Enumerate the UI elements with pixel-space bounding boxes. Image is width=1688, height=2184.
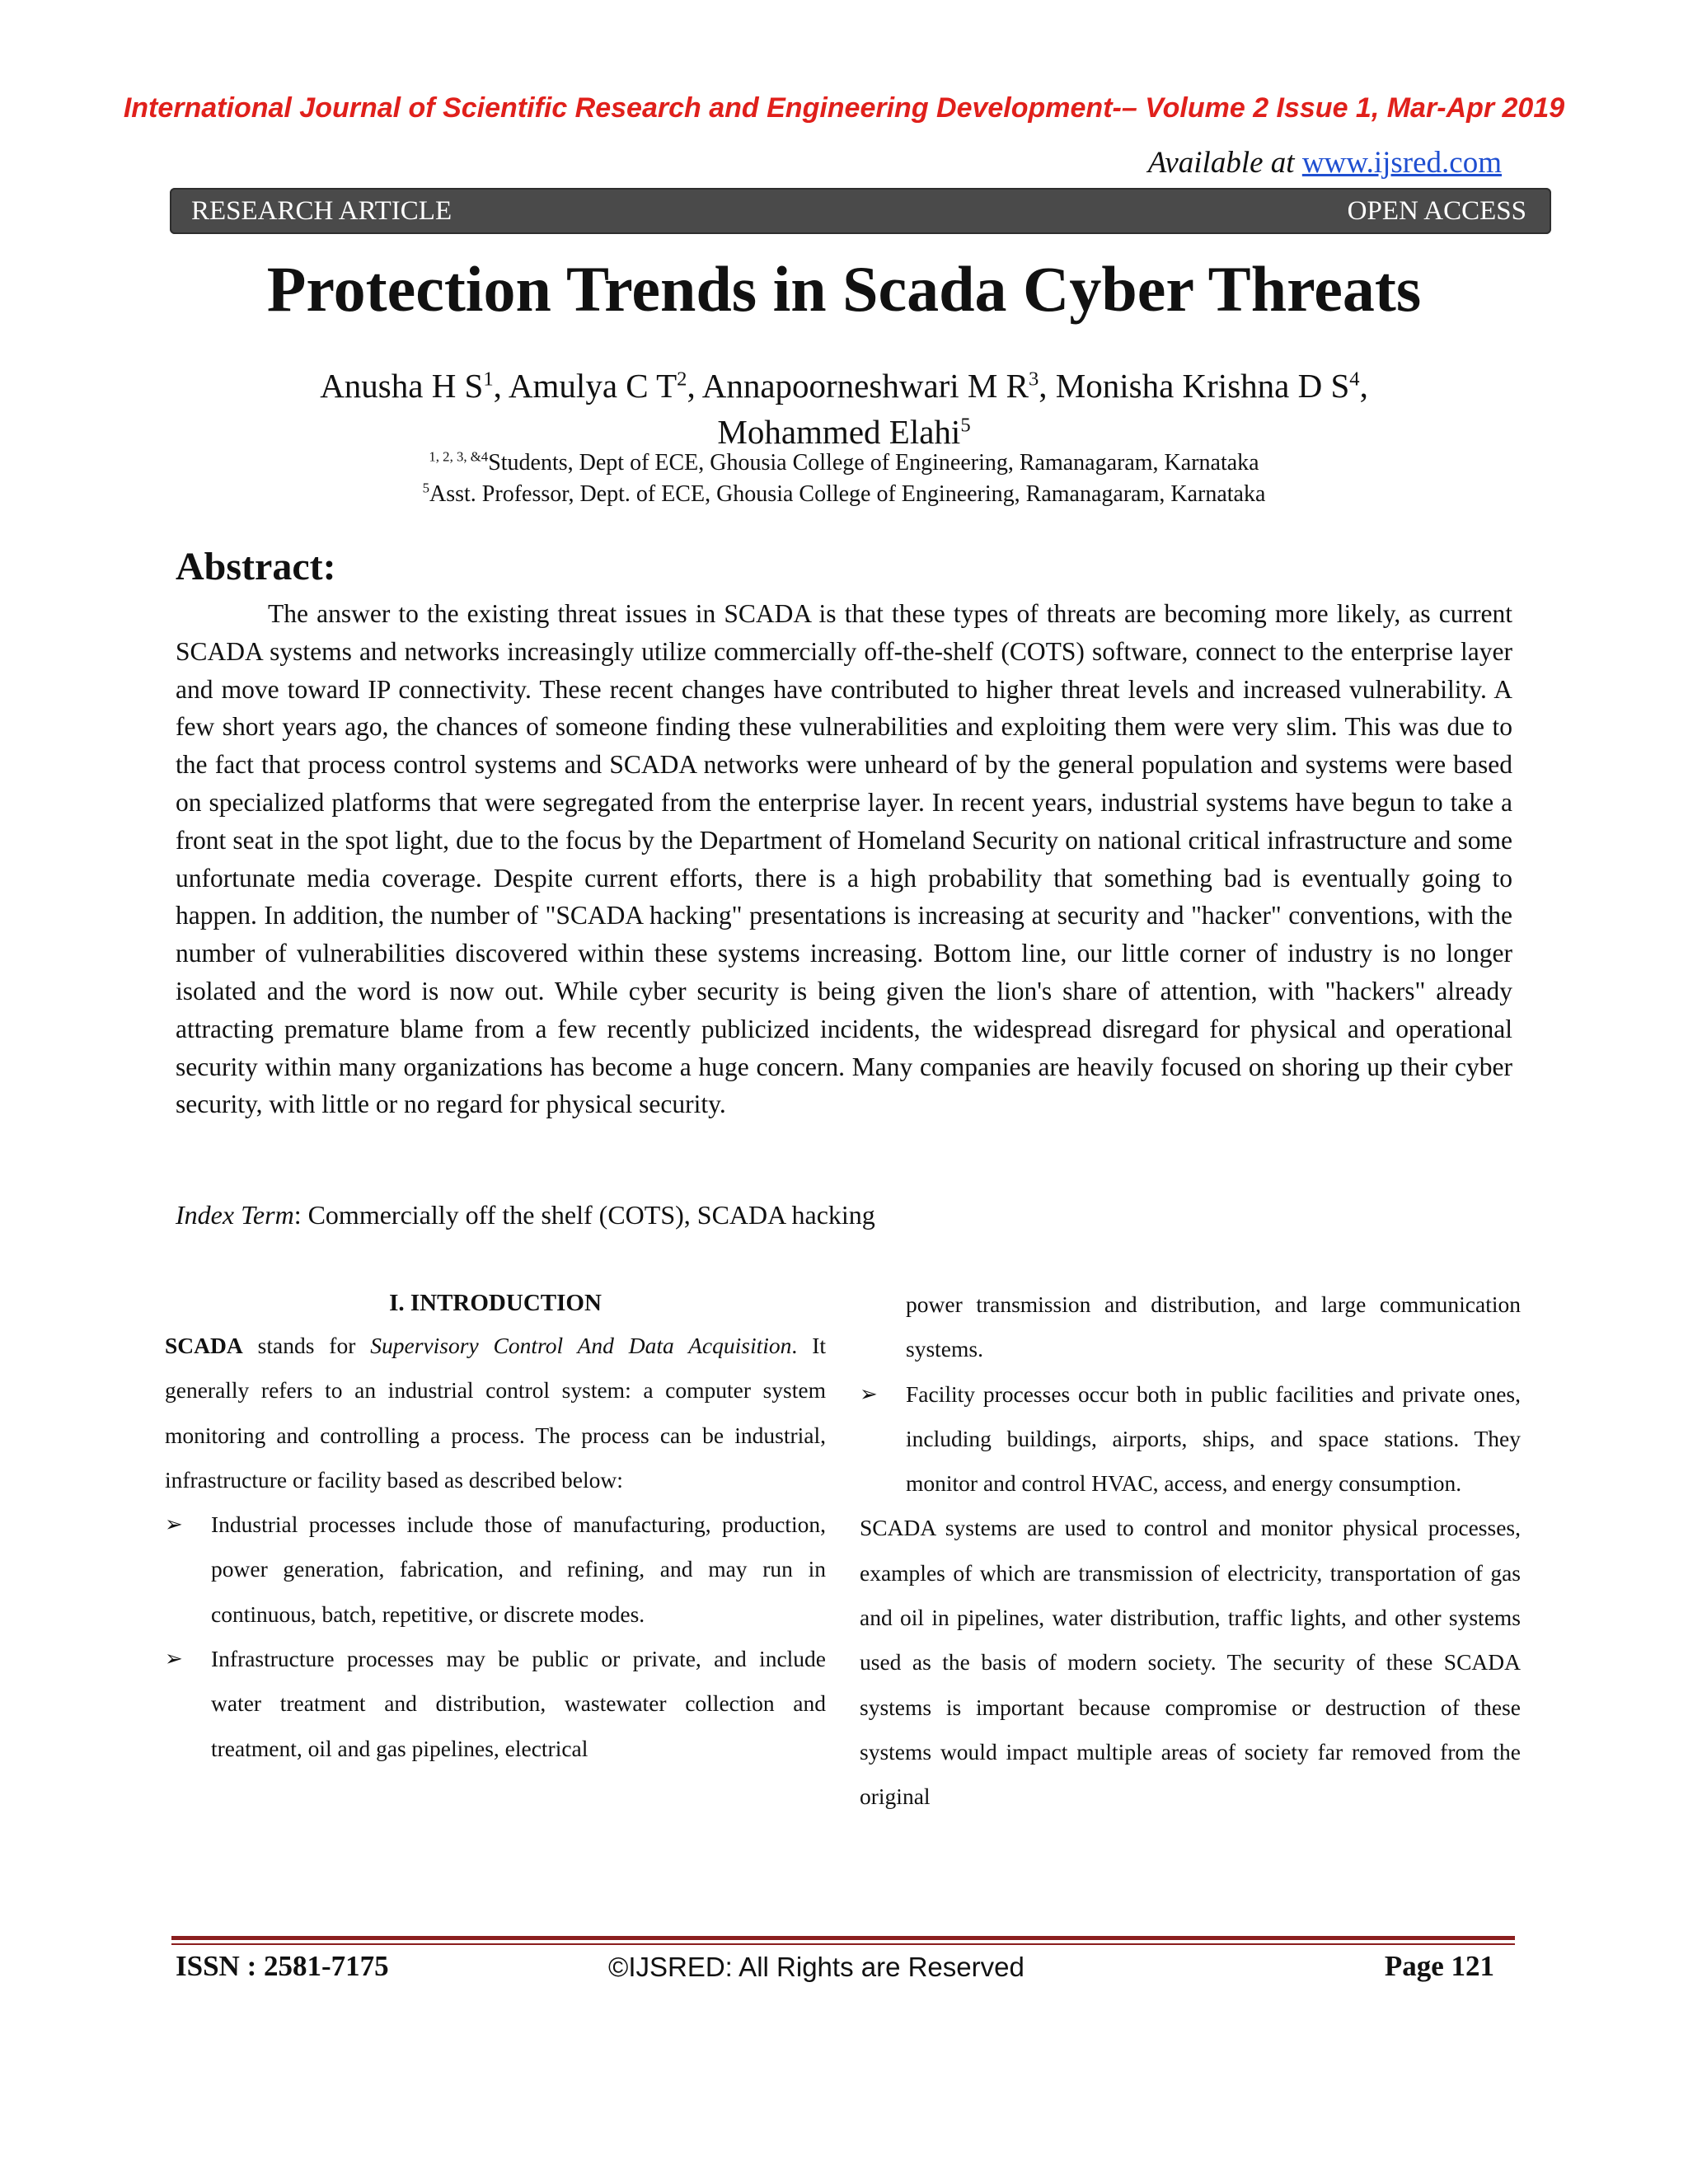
arrow-bullet-icon: ➢ bbox=[860, 1381, 878, 1407]
footer-rule-thick bbox=[171, 1936, 1515, 1940]
available-prefix: Available at bbox=[1147, 146, 1302, 180]
bullet-text: Industrial processes include those of manufacturing, production, power generation, fabrication, and refining, and may run in continuous, batch, repetitive, or discrete modes. bbox=[211, 1511, 826, 1627]
intro-rest: . It generally refers to an industrial control system: a computer system monitoring and controlling a process. The process can be industrial, infrastructure or facility based as described below: bbox=[165, 1333, 826, 1493]
index-term-text: : Commercially off the shelf (COTS), SCADA hacking bbox=[293, 1200, 875, 1230]
arrow-bullet-icon: ➢ bbox=[165, 1647, 183, 1672]
affiliation-students bbox=[0, 450, 1688, 476]
index-terms bbox=[176, 1200, 875, 1230]
author-name: Annapoorneshwari M R bbox=[701, 367, 1029, 405]
issn-label: ISSN : 2581-7175 bbox=[176, 1950, 389, 1982]
availability-line bbox=[1148, 145, 1502, 180]
journal-header: International Journal of Scientific Research and Engineering Development-– Volume 2 Issue 1, Mar-Apr 2019 bbox=[123, 92, 1565, 124]
author-superscript: 2 bbox=[677, 368, 687, 391]
introduction-heading: I. INTRODUCTION bbox=[389, 1290, 602, 1316]
bullet-text: Facility processes occur both in public facilities and private ones, including buildings, airports, ships, and space stations. They monitor and control HVAC, access, and energy consumption. bbox=[906, 1380, 1521, 1497]
index-term-label: Index Term bbox=[176, 1200, 294, 1230]
affiliation-superscript: 1, 2, 3, &4 bbox=[429, 448, 489, 465]
author-line-1: Anusha H $S^1$, Amulya C $T^2$, Annapoorneshwari M $R^3$, Monisha Krishna D $S^4$, bbox=[320, 367, 1368, 405]
author-list bbox=[0, 363, 1688, 455]
affiliation-superscript: 5 bbox=[422, 480, 429, 496]
bullet-facility bbox=[860, 1372, 1521, 1507]
stands-for-text: stands for bbox=[242, 1333, 371, 1358]
affiliation-professor bbox=[0, 481, 1688, 508]
bullet-infrastructure bbox=[165, 1637, 826, 1771]
paper-title: Protection Trends in Scada Cyber Threats bbox=[266, 253, 1422, 325]
scada-term: SCADA bbox=[165, 1333, 243, 1358]
author-superscript: 5 bbox=[960, 414, 971, 437]
author-superscript: 3 bbox=[1029, 368, 1039, 391]
author-name: Monisha Krishna D S bbox=[1055, 367, 1350, 405]
bullet-text: Infrastructure processes may be public or private, and include water treatment and distribution, wastewater collection and treatment, oil and gas pipelines, electrical bbox=[211, 1646, 826, 1761]
affiliation-text: Asst. Professor, Dept. of ECE, Ghousia College of Engineering, Ramanagaram, Karnataka bbox=[429, 481, 1266, 507]
open-access-label: OPEN ACCESS bbox=[1347, 195, 1526, 226]
article-type-banner bbox=[170, 188, 1551, 234]
page-footer bbox=[176, 1950, 1494, 1991]
copyright-notice: ©IJSRED: All Rights are Reserved bbox=[608, 1952, 1025, 1982]
author-name: Mohammed Elahi bbox=[717, 413, 961, 451]
bullet-infrastructure-continued: power transmission and distribution, and large communication systems. bbox=[906, 1291, 1521, 1362]
intro-paragraph bbox=[165, 1324, 826, 1502]
author-superscript: 1 bbox=[483, 368, 494, 391]
abstract-text: The answer to the existing threat issues in SCADA is that these types of threats are becoming more likely, as current SCADA systems and networks increasingly utilize commercially off-the-shelf (COTS) software, connect to the enterprise layer and move toward IP connectivity. These recent changes have contributed to higher threat levels and increased vulnerability. A few short years ago, the chances of someone finding these vulnerabilities and exploiting them were very slim. This was due to the fact that process control systems and SCADA networks were unheard of by the general population and systems were based on specialized platforms that were segregated from the enterprise layer. In recent years, industrial systems have begun to take a front seat in the spot light, due to the focus by the Department of Homeland Security on national critical infrastructure and some unfortunate media coverage. Despite current efforts, there is a high probability that something bad is eventually going to happen. In addition, the number of "SCADA hacking" presentations is increasing at security and "hacker" conventions, with the number of vulnerabilities discovered within these systems increasing. Bottom line, our little corner of industry is no longer isolated and the word is now out. While cyber security is being given the lion's share of attention, with "hackers" already attracting premature blame from a few recently publicized incidents, the widespread disregard for physical and operational security within many organizations has become a huge concern. Many companies are heavily focused on shoring up their cyber security, with little or no regard for physical security. bbox=[176, 599, 1512, 1119]
journal-website-link[interactable]: www.ijsred.com bbox=[1301, 146, 1502, 180]
footer-rule-thin bbox=[171, 1943, 1515, 1945]
page-number: Page 121 bbox=[1384, 1950, 1494, 1982]
bullet-industrial bbox=[165, 1502, 826, 1637]
right-column bbox=[860, 1282, 1521, 1820]
research-article-label: RESEARCH ARTICLE bbox=[191, 195, 452, 226]
scada-full-form: Supervisory Control And Data Acquisition bbox=[370, 1333, 792, 1358]
left-column bbox=[165, 1282, 826, 1771]
author-line-2 bbox=[0, 409, 1688, 455]
abstract-heading: Abstract: bbox=[176, 545, 336, 588]
author-name: Anusha H S bbox=[320, 367, 484, 405]
arrow-bullet-icon: ➢ bbox=[165, 1512, 183, 1538]
author-name: Amulya C T bbox=[508, 367, 678, 405]
affiliation-text: Students, Dept of ECE, Ghousia College of Engineering, Ramanagaram, Karnataka bbox=[488, 450, 1259, 476]
author-superscript: 4 bbox=[1349, 368, 1360, 391]
scada-usage-paragraph: SCADA systems are used to control and monitor physical processes, examples of which are transmission of electricity, transportation of gas and oil in pipelines, water distribution, traffic lights, and other systems used as the basis of modern society. The security of these SCADA systems is important because compromise or destruction of these systems would impact multiple areas of society far removed from the original bbox=[860, 1515, 1521, 1810]
